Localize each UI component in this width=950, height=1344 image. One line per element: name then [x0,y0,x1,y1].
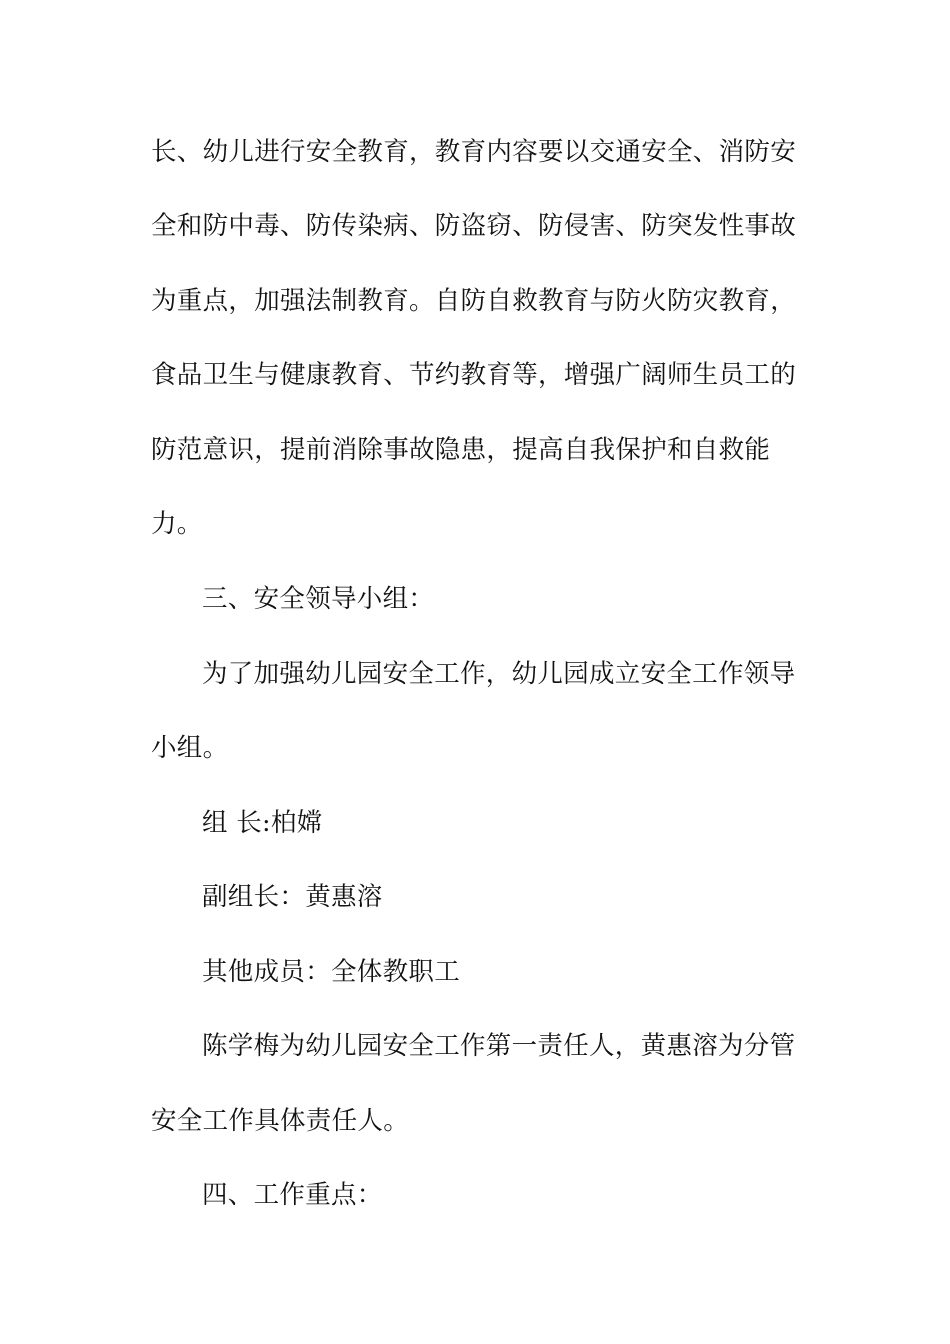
paragraph-line: 安全工作具体责任人。 [151,1106,410,1136]
paragraph-line: 食品卫生与健康教育、节约教育等，增强广阔师生员工的 [151,360,797,390]
paragraph-line: 全和防中毒、防传染病、防盗窃、防侵害、防突发性事故 [151,211,797,241]
paragraph-line: 为了加强幼儿园安全工作，幼儿园成立安全工作领导 [202,659,796,689]
section-heading: 三、安全领导小组： [202,584,435,614]
paragraph-line: 力。 [151,509,203,539]
paragraph-line: 防范意识，提前消除事故隐患，提高自我保护和自救能 [151,435,771,465]
paragraph-line: 小组。 [151,733,229,763]
paragraph-line: 陈学梅为幼儿园安全工作第一责任人，黄惠溶为分管 [202,1031,796,1061]
group-leader-line: 组 长:柏嫦 [202,808,323,838]
section-heading: 四、工作重点： [202,1180,383,1210]
paragraph-line: 长、幼儿进行安全教育，教育内容要以交通安全、消防安 [151,137,797,167]
deputy-leader-line: 副组长：黄惠溶 [202,882,383,912]
paragraph-line: 为重点，加强法制教育。自防自救教育与防火防灾教育， [151,286,797,316]
members-line: 其他成员：全体教职工 [202,957,461,987]
